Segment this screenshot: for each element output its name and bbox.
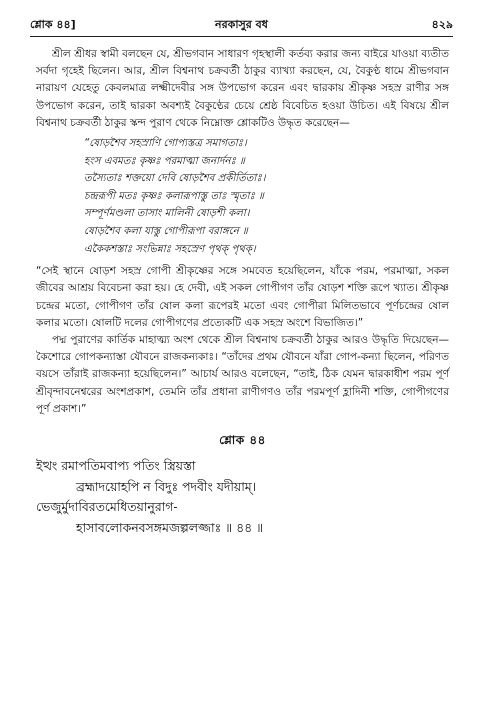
page-body <box>36 46 449 538</box>
verse-translation: “সেই স্থানে ষোড়শ সহস্র গোপী শ্রীকৃষ্ণের সঙ্গে সমবেত হয়েছিলেন, যাঁকে পরম, পরমাত্মা, সকল জীবের আশ্রয় বিবেচনা করা হয়। হে দেবী, এই সকল গোপীগণ তাঁর ষোড়শ শক্তি রূপে খ্যাত। শ্রীকৃষ্ণ চন্দ্রের মতো, গোপীগণ তাঁর ষোল কলা রূপেরই মতো এবং গোপীরা মিলিতভাবে পূর্ণচন্দ্রের ষোল কলার মতো। ষোলটি দলের গোপীগণের প্রত্যেকটি এক সহস্র অংশে বিভাজিত।” <box>36 265 449 329</box>
header-chapter-title: নরকাসুর বধ <box>215 18 268 31</box>
verse-line: একৈকশস্তাঃ সংভিন্নাঃ সহস্রেণ পৃথক্‌ পৃথক্‌। <box>84 243 256 255</box>
shloka-line: ভেজুর্মুদাবিরতমেধিতয়ানুরাগ- <box>36 499 178 514</box>
shloka-line: ব্রহ্মাদয়োহপি ন বিদুঃ পদবীং যদীয়াম্‌। <box>76 478 257 494</box>
shloka-heading: শ্লোক ৪৪ <box>219 433 266 447</box>
skanda-purana-verses <box>84 135 449 258</box>
running-header <box>30 14 453 37</box>
header-page-number: ৪২৯ <box>431 18 453 31</box>
header-verse-ref: শ্লোক ৪৪] <box>30 18 76 31</box>
verse-line: সম্পূর্ণমণ্ডলা তাসাং মালিনী ষোড়শী কলা। <box>84 208 250 220</box>
verse-line: হংস এবমতঃ কৃষ্ণঃ পরমাত্মা জনার্দনঃ ॥ <box>84 155 245 167</box>
purport-paragraph-1: শ্রীল শ্রীধর স্বামী বলছেন যে, শ্রীভগবান সাধারণ গৃহস্থালী কর্তব্য করার জন্য বাইরে যাওয়া ব্যতীত সর্বদা গৃহেই ছিলেন। আর, শ্রীল বিশ্বনাথ চক্রবর্তী ঠাকুর ব্যাখ্যা করছেন, যে, বৈকুণ্ঠ ধামে শ্রীভগবান নারায়ণ যেহেতু কেবলমাত্র লক্ষ্মীদেবীর সঙ্গ উপভোগ করেন এবং দ্বারকায় শ্রীকৃষ্ণ সহস্র রাণীর সঙ্গ উপভোগ করেন, তাই দ্বারকা অবশ্যই বৈকুণ্ঠের চেয়ে শ্রেষ্ঠ বিবেচিত হওয়া উচিত। এই বিষয়ে শ্রীল বিশ্বনাথ চক্রবর্তী ঠাকুর স্কন্দ পুরাণ থেকে নিম্নোক্ত শ্লোকটিও উদ্ধৃত করেছেন— <box>36 48 449 129</box>
verse-line: তস্যৈতাঃ শক্তয়ো দেবি ষোড়শৈব প্রকীর্তিতাঃ। <box>84 173 266 185</box>
purport-paragraph-2: পদ্ম পুরাণের কার্তিক মাহাত্ম্য অংশ থেকে শ্রীল বিশ্বনাথ চক্রবর্তী ঠাকুর আরও উদ্ধৃতি দিয়েছেন—কৈশোরে গোপকন্যাস্তা যৌবনে রাজকন্যকাঃ। “তাঁদের প্রথম যৌবনে যাঁরা গোপ-কন্যা ছিলেন, পরিণত বয়সে তাঁরাই রাজকন্যা হয়েছিলেন।” আচার্য আরও বলেছেন, “তাই, ঠিক যেমন দ্বারকাধীশ পরম পূর্ণ শ্রীবৃন্দাবনেশ্বরের অংশপ্রকাশ, তেমনি তাঁর প্রধানা রাণীগণও তাঁর পরমপূর্ণ হ্লাদিনী শক্তি, গোপীগণের পূর্ণ প্রকাশ।” <box>36 333 449 415</box>
verse-line: ষোড়শৈব কলা যাস্তু গোপীরূপা বরাঙ্গনে ॥ <box>84 225 248 237</box>
verse-line: চন্দ্ররূপী মতঃ কৃষ্ণঃ কলারূপাস্তু তাঃ স্মৃতাঃ ॥ <box>84 190 264 202</box>
shloka-line: হাসাবলোকনবসঙ্গমজল্পলজ্জাঃ ॥ ৪৪ ॥ <box>76 519 264 535</box>
verse-line: “ষোড়শৈব সহস্রাণি গোপ্যস্তত্র সমাগতাঃ। <box>84 138 247 150</box>
sanskrit-shloka <box>36 456 449 538</box>
shloka-line: ইত্থং রমাপতিমবাপ্য পতিং স্ত্রিয়স্তা <box>36 458 196 473</box>
